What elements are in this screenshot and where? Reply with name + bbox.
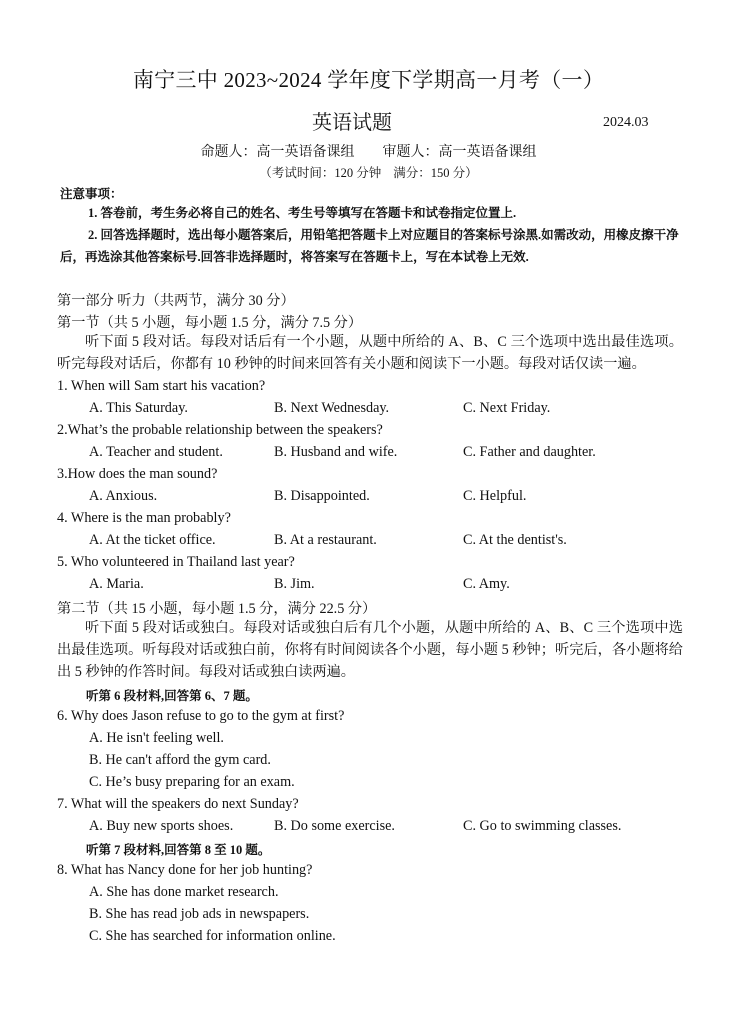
- option-c: C. Amy.: [463, 576, 510, 592]
- option-a: A. She has done market research.: [89, 884, 279, 900]
- exam-info: [0, 163, 737, 181]
- question-stem: 3.How does the man sound?: [57, 466, 218, 482]
- question-stem: 8. What has Nancy done for her job hunting?: [57, 862, 313, 878]
- question-stem: 6. Why does Jason refuse to go to the gym at first?: [57, 708, 345, 724]
- exam-time: （考试时间：120 分钟: [259, 166, 382, 180]
- option-c: C. She has searched for information online.: [89, 928, 336, 944]
- notice-item-1: 1. 答卷前，考生务必将自己的姓名、考生号等填写在答题卡和试卷指定位置上.: [88, 206, 517, 220]
- notice-heading: 注意事项：: [60, 187, 123, 201]
- option-a: A. This Saturday.: [89, 400, 188, 416]
- material-7-note: 听第 7 段材料,回答第 8 至 10 题。: [86, 843, 271, 857]
- option-b: B. Disappointed.: [274, 488, 370, 504]
- option-a: A. Buy new sports shoes.: [89, 818, 234, 834]
- question-stem: 5. Who volunteered in Thailand last year?: [57, 554, 295, 570]
- option-b: B. At a restaurant.: [274, 532, 377, 548]
- notice-item-2: 2. 回答选择题时，选出每小题答案后，用铅笔把答题卡上对应题目的答案标号涂黑.如需改动，用橡皮擦干净后，再选涂其他答案标号.回答非选择题时，将答案写在答题卡上，写在本试卷上无效.: [60, 228, 679, 264]
- reviewer-label: 审题人：高一英语备课组: [382, 145, 537, 160]
- option-c: C. Father and daughter.: [463, 444, 596, 460]
- option-a: A. At the ticket office.: [89, 532, 216, 548]
- exam-score: 满分：150 分）: [393, 166, 478, 180]
- option-c: C. Next Friday.: [463, 400, 551, 416]
- exam-date: 2024.03: [603, 115, 649, 130]
- part1-heading: 第一部分 听力（共两节，满分 30 分）: [57, 293, 295, 309]
- option-a: A. Maria.: [89, 576, 144, 592]
- option-b: B. He can't afford the gym card.: [89, 752, 271, 768]
- section2-instructions: 听下面 5 段对话或独白。每段对话或独白后有几个小题，从题中所给的 A、B、C 三个选项中选出最佳选项。听每段对话或独白前，你将有时间阅读各个小题，每小题 5 秒钟；听完后，各小题将给出 5 秒钟的作答时间。每段对话或独白读两遍。: [57, 620, 683, 680]
- option-b: B. Husband and wife.: [274, 444, 398, 460]
- option-b: B. She has read job ads in newspapers.: [89, 906, 310, 922]
- question-stem: 2.What’s the probable relationship between the speakers?: [57, 422, 383, 438]
- option-c: C. Go to swimming classes.: [463, 818, 622, 834]
- exam-subtitle: 英语试题: [312, 112, 392, 134]
- setter-label: 命题人：高一英语备课组: [200, 145, 355, 160]
- question-stem: 1. When will Sam start his vacation?: [57, 378, 266, 394]
- option-a: A. Teacher and student.: [89, 444, 223, 460]
- option-b: B. Jim.: [274, 576, 315, 592]
- option-c: C. Helpful.: [463, 488, 527, 504]
- question-stem: 4. Where is the man probably?: [57, 510, 231, 526]
- question-stem: 7. What will the speakers do next Sunday?: [57, 796, 299, 812]
- option-c: C. He’s busy preparing for an exam.: [89, 774, 295, 790]
- section1-heading: 第一节（共 5 小题，每小题 1.5 分，满分 7.5 分）: [57, 315, 363, 331]
- section2-heading: 第二节（共 15 小题，每小题 1.5 分，满分 22.5 分）: [57, 601, 377, 617]
- option-a: A. Anxious.: [89, 488, 158, 504]
- exam-title: 南宁三中 2023~2024 学年度下学期高一月考（一）: [132, 68, 605, 92]
- option-c: C. At the dentist's.: [463, 532, 567, 548]
- option-b: B. Next Wednesday.: [274, 400, 390, 416]
- exam-setters: [0, 141, 737, 161]
- section1-instructions: 听下面 5 段对话。每段对话后有一个小题，从题中所给的 A、B、C 三个选项中选出最佳选项。听完每段对话后，你都有 10 秒钟的时间来回答有关小题和阅读下一小题。每段对话仅读一遍。: [57, 334, 683, 372]
- option-b: B. Do some exercise.: [274, 818, 395, 834]
- option-a: A. He isn't feeling well.: [89, 730, 224, 746]
- material-6-note: 听第 6 段材料,回答第 6、7 题。: [86, 689, 258, 703]
